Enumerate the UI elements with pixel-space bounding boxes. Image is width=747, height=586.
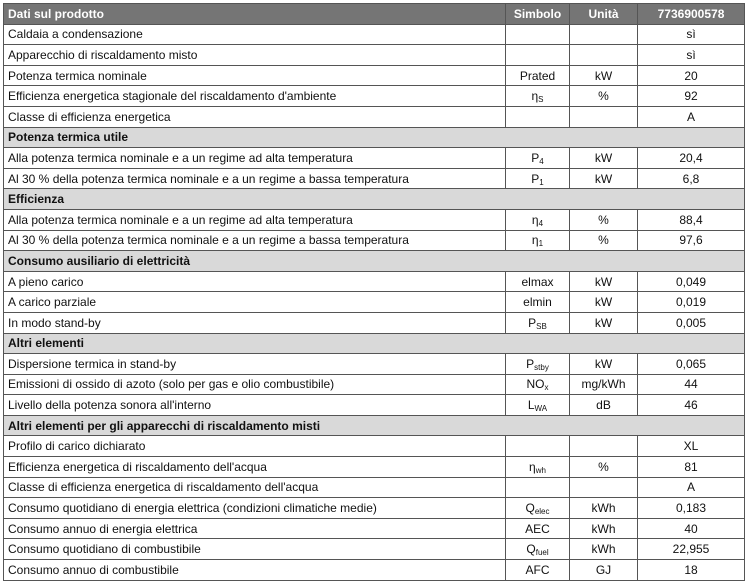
row-label: Consumo quotidiano di energia elettrica (condizioni climatiche medie) xyxy=(4,498,506,519)
section-header-row xyxy=(4,333,745,354)
symbol-text: η xyxy=(529,459,536,474)
row-label: A pieno carico xyxy=(4,271,506,292)
row-unit: % xyxy=(570,86,638,107)
row-symbol xyxy=(506,209,570,230)
row-symbol xyxy=(506,518,570,539)
header-symbol: Simbolo xyxy=(506,4,570,25)
row-symbol xyxy=(506,477,570,498)
row-unit: kW xyxy=(570,148,638,169)
row-label: Al 30 % della potenza termica nominale e a un regime a bassa temperatura xyxy=(4,168,506,189)
row-label: Consumo annuo di combustibile xyxy=(4,560,506,581)
symbol-text: L xyxy=(527,398,535,413)
table-row xyxy=(4,271,745,292)
symbol-text: η xyxy=(531,212,539,227)
row-value: 0,065 xyxy=(638,354,745,375)
row-label: Consumo annuo di energia elettrica xyxy=(4,518,506,539)
row-label: Apparecchio di riscaldamento misto xyxy=(4,45,506,66)
symbol-subscript: WA xyxy=(534,404,548,414)
symbol-subscript: fuel xyxy=(535,548,549,558)
row-value: 0,005 xyxy=(638,312,745,333)
table-row xyxy=(4,374,745,395)
symbol-text: AFC xyxy=(525,562,550,577)
row-symbol xyxy=(506,292,570,313)
table-row xyxy=(4,168,745,189)
row-symbol xyxy=(506,354,570,375)
row-unit: kW xyxy=(570,312,638,333)
section-title: Altri elementi xyxy=(4,333,745,354)
row-label: Alla potenza termica nominale e a un regime ad alta temperatura xyxy=(4,209,506,230)
row-unit xyxy=(570,436,638,457)
table-row xyxy=(4,65,745,86)
row-symbol xyxy=(506,374,570,395)
row-symbol xyxy=(506,436,570,457)
symbol-subscript: SB xyxy=(536,321,547,331)
table-row xyxy=(4,292,745,313)
row-value: 44 xyxy=(638,374,745,395)
table-row xyxy=(4,436,745,457)
row-symbol xyxy=(506,457,570,478)
section-header-row xyxy=(4,127,745,148)
row-symbol xyxy=(506,395,570,416)
row-symbol xyxy=(506,560,570,581)
table-row xyxy=(4,86,745,107)
row-value: 0,049 xyxy=(638,271,745,292)
row-label: Classe di efficienza energetica xyxy=(4,106,506,127)
row-unit: % xyxy=(570,209,638,230)
table-row xyxy=(4,498,745,519)
row-label: Consumo quotidiano di combustibile xyxy=(4,539,506,560)
table-row xyxy=(4,45,745,66)
row-unit: dB xyxy=(570,395,638,416)
row-unit: kW xyxy=(570,65,638,86)
row-symbol xyxy=(506,539,570,560)
table-row xyxy=(4,477,745,498)
row-value: 97,6 xyxy=(638,230,745,251)
row-label: Potenza termica nominale xyxy=(4,65,506,86)
symbol-subscript: 1 xyxy=(539,177,544,187)
row-label: Alla potenza termica nominale e a un regime ad alta temperatura xyxy=(4,148,506,169)
table-row xyxy=(4,106,745,127)
row-unit: kW xyxy=(570,354,638,375)
row-symbol xyxy=(506,168,570,189)
row-symbol xyxy=(506,45,570,66)
row-label: In modo stand-by xyxy=(4,312,506,333)
row-unit xyxy=(570,24,638,45)
symbol-text: elmin xyxy=(523,295,552,310)
row-unit: kWh xyxy=(570,498,638,519)
table-row xyxy=(4,395,745,416)
table-header-row xyxy=(4,4,745,25)
section-header-row xyxy=(4,415,745,436)
section-header-row xyxy=(4,189,745,210)
row-value: 6,8 xyxy=(638,168,745,189)
symbol-text: P xyxy=(531,150,540,165)
row-symbol xyxy=(506,271,570,292)
row-value: 20 xyxy=(638,65,745,86)
symbol-subscript: 4 xyxy=(539,156,544,166)
row-label: Dispersione termica in stand-by xyxy=(4,354,506,375)
row-unit: kWh xyxy=(570,518,638,539)
symbol-subscript: stby xyxy=(534,362,549,372)
row-label: Efficienza energetica stagionale del riscaldamento d'ambiente xyxy=(4,86,506,107)
row-unit xyxy=(570,477,638,498)
row-label: Livello della potenza sonora all'interno xyxy=(4,395,506,416)
row-symbol xyxy=(506,230,570,251)
row-unit: kW xyxy=(570,271,638,292)
row-symbol xyxy=(506,498,570,519)
symbol-text: P xyxy=(528,315,537,330)
symbol-text: Prated xyxy=(519,68,556,83)
symbol-text: η xyxy=(531,89,539,104)
row-label: Classe di efficienza energetica di riscaldamento dell'acqua xyxy=(4,477,506,498)
product-data-table xyxy=(3,3,745,581)
table-body xyxy=(4,24,745,580)
section-title: Efficienza xyxy=(4,189,745,210)
table-row xyxy=(4,457,745,478)
table-row xyxy=(4,230,745,251)
row-symbol xyxy=(506,148,570,169)
table-row xyxy=(4,209,745,230)
header-unit: Unità xyxy=(570,4,638,25)
symbol-text: η xyxy=(531,233,539,248)
section-title: Altri elementi per gli apparecchi di riscaldamento misti xyxy=(4,415,745,436)
row-symbol xyxy=(506,106,570,127)
header-model-number: 7736900578 xyxy=(638,4,745,25)
row-unit xyxy=(570,45,638,66)
row-unit xyxy=(570,106,638,127)
row-unit: % xyxy=(570,230,638,251)
row-value: A xyxy=(638,477,745,498)
table-row xyxy=(4,518,745,539)
table-row xyxy=(4,148,745,169)
row-value: 22,955 xyxy=(638,539,745,560)
table-row xyxy=(4,312,745,333)
row-label: A carico parziale xyxy=(4,292,506,313)
row-label: Caldaia a condensazione xyxy=(4,24,506,45)
row-value: 0,019 xyxy=(638,292,745,313)
row-value: sì xyxy=(638,24,745,45)
row-unit: GJ xyxy=(570,560,638,581)
row-unit: kW xyxy=(570,168,638,189)
section-header-row xyxy=(4,251,745,272)
header-product-data: Dati sul prodotto xyxy=(4,4,506,25)
symbol-text: Q xyxy=(525,501,535,516)
row-symbol xyxy=(506,312,570,333)
table-row xyxy=(4,539,745,560)
row-unit: % xyxy=(570,457,638,478)
row-symbol xyxy=(506,24,570,45)
symbol-text: P xyxy=(526,356,535,371)
table-row xyxy=(4,24,745,45)
row-unit: kWh xyxy=(570,539,638,560)
symbol-text: NO xyxy=(526,377,545,392)
symbol-subscript: S xyxy=(538,95,544,105)
symbol-text: Q xyxy=(526,542,536,557)
symbol-subscript: wh xyxy=(535,465,546,475)
row-value: A xyxy=(638,106,745,127)
row-value: 88,4 xyxy=(638,209,745,230)
row-symbol xyxy=(506,86,570,107)
row-value: 81 xyxy=(638,457,745,478)
symbol-text: P xyxy=(531,171,540,186)
table-row xyxy=(4,560,745,581)
symbol-subscript: elec xyxy=(534,507,550,517)
row-label: Al 30 % della potenza termica nominale e a un regime a bassa temperatura xyxy=(4,230,506,251)
row-symbol xyxy=(506,65,570,86)
table-row xyxy=(4,354,745,375)
row-value: 92 xyxy=(638,86,745,107)
row-value: 18 xyxy=(638,560,745,581)
symbol-text: elmax xyxy=(521,274,554,289)
section-title: Potenza termica utile xyxy=(4,127,745,148)
symbol-subscript: x xyxy=(544,383,549,393)
row-value: 20,4 xyxy=(638,148,745,169)
row-unit: kW xyxy=(570,292,638,313)
row-value: XL xyxy=(638,436,745,457)
row-label: Efficienza energetica di riscaldamento dell'acqua xyxy=(4,457,506,478)
symbol-text: AEC xyxy=(525,521,550,536)
row-label: Emissioni di ossido di azoto (solo per gas e olio combustibile) xyxy=(4,374,506,395)
row-unit: mg/kWh xyxy=(570,374,638,395)
row-value: 40 xyxy=(638,518,745,539)
row-value: 46 xyxy=(638,395,745,416)
row-value: sì xyxy=(638,45,745,66)
section-title: Consumo ausiliario di elettricità xyxy=(4,251,745,272)
symbol-subscript: 4 xyxy=(538,218,544,228)
symbol-subscript: 1 xyxy=(538,239,544,249)
row-value: 0,183 xyxy=(638,498,745,519)
row-label: Profilo di carico dichiarato xyxy=(4,436,506,457)
